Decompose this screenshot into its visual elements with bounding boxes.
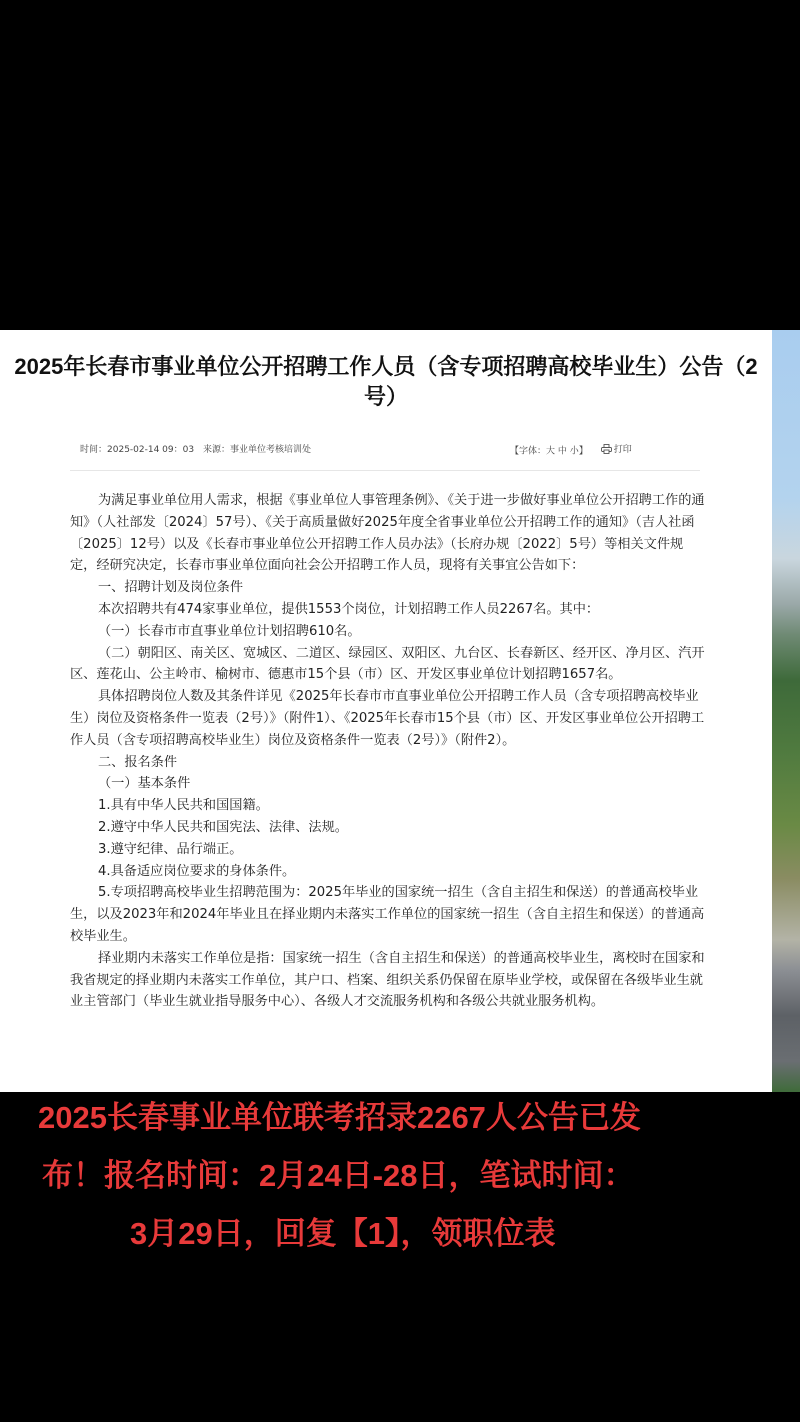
print-label: 打印	[613, 445, 632, 455]
paragraph-attachments: 具体招聘岗位人数及其条件详见《2025年长春市市直事业单位公开招聘工作人员（含专项招聘高校毕业生）岗位及资格条件一览表（2号）》（附件1）、《2025年长春市15个县（市）区、开发区事业单位公开招聘工作人员（含专项招聘高校毕业生）岗位及资格条件一览表（2号）》（附件2）。	[70, 689, 705, 748]
paragraph-plan-city: （一）长春市市直事业单位计划招聘610名。	[98, 623, 361, 639]
font-size-close: 】	[578, 446, 588, 457]
paragraph-plan-districts: （二）朝阳区、南关区、宽城区、二道区、绿园区、双阳区、九台区、长春新区、经开区、净月区、汽开区、莲花山、公主岭市、榆树市、德惠市15个县（市）区、开发区事业单位计划招聘1657名。	[70, 645, 705, 683]
font-size-label: 【字体：	[510, 446, 547, 457]
font-size-large[interactable]: 大	[546, 446, 556, 457]
condition-item-2: 2.遵守中华人民共和国宪法、法律、法规。	[98, 819, 348, 835]
section-heading-1: 一、招聘计划及岗位条件	[98, 580, 244, 596]
article-meta	[80, 442, 700, 458]
subsection-basic-conditions: （一）基本条件	[98, 776, 191, 792]
article-screenshot	[0, 330, 800, 1092]
paragraph-definition: 择业期内未落实工作单位是指：国家统一招生（含自主招生和保送）的普通高校毕业生，离校时在国家和我省规定的择业期内未落实工作单位，其户口、档案、组织关系仍保留在原毕业学校，或保留在各级毕业生就业主管部门（毕业生就业指导服务中心）、各级人才交流服务机构和各级公共就业服务机构。	[70, 950, 705, 1010]
caption-line-3: 3月29日，回复【1】，领职位表	[130, 1216, 556, 1251]
background-photo-strip	[772, 330, 800, 1092]
meta-divider	[70, 470, 700, 471]
condition-item-4: 4.具备适应岗位要求的身体条件。	[98, 863, 296, 879]
font-size-small[interactable]: 小	[569, 446, 579, 457]
article-tools	[510, 442, 632, 457]
paragraph-plan-summary: 本次招聘共有474家事业单位，提供1553个岗位，计划招聘工作人员2267名。其中：	[98, 601, 600, 617]
print-button[interactable]	[601, 442, 632, 455]
font-size-medium[interactable]: 中	[557, 446, 567, 457]
printer-icon	[601, 444, 612, 454]
condition-item-1: 1.具有中华人民共和国国籍。	[98, 798, 269, 814]
article-body	[70, 490, 705, 1013]
publish-time: 时间：2025-02-14 09：03	[80, 445, 195, 455]
article-source: 来源：事业单位考核培训处	[202, 445, 311, 455]
caption-line-2: 布！报名时间：2月24日-28日，笔试时间：	[42, 1158, 635, 1193]
video-top-black-area	[0, 0, 800, 330]
caption-line-1: 2025长春事业单位联考招录2267人公告已发	[38, 1100, 641, 1135]
condition-item-5: 5.专项招聘高校毕业生招聘范围为：2025年毕业的国家统一招生（含自主招生和保送）的普通高校毕业生，以及2023年和2024年毕业且在择业期内未落实工作单位的国家统一招生（含自主招生和保送）的普通高校毕业生。	[70, 885, 705, 944]
paragraph-intro: 为满足事业单位用人需求，根据《事业单位人事管理条例》、《关于进一步做好事业单位公开招聘工作的通知》（人社部发〔2024〕57号）、《关于高质量做好2025年度全省事业单位公开招聘工作的通知》（吉人社函〔2025〕12号）以及《长春市事业单位公开招聘工作人员办法》（长府办规〔2022〕5号）等相关文件规定，经研究决定，长春市事业单位面向社会公开招聘工作人员，现将有关事宜公告如下：	[70, 493, 705, 574]
article-title: 2025年长春市事业单位公开招聘工作人员（含专项招聘高校毕业生）公告（2号）	[14, 354, 758, 409]
section-heading-2: 二、报名条件	[98, 754, 178, 770]
condition-item-3: 3.遵守纪律、品行端正。	[98, 841, 243, 857]
video-caption-overlay	[0, 1092, 800, 1422]
